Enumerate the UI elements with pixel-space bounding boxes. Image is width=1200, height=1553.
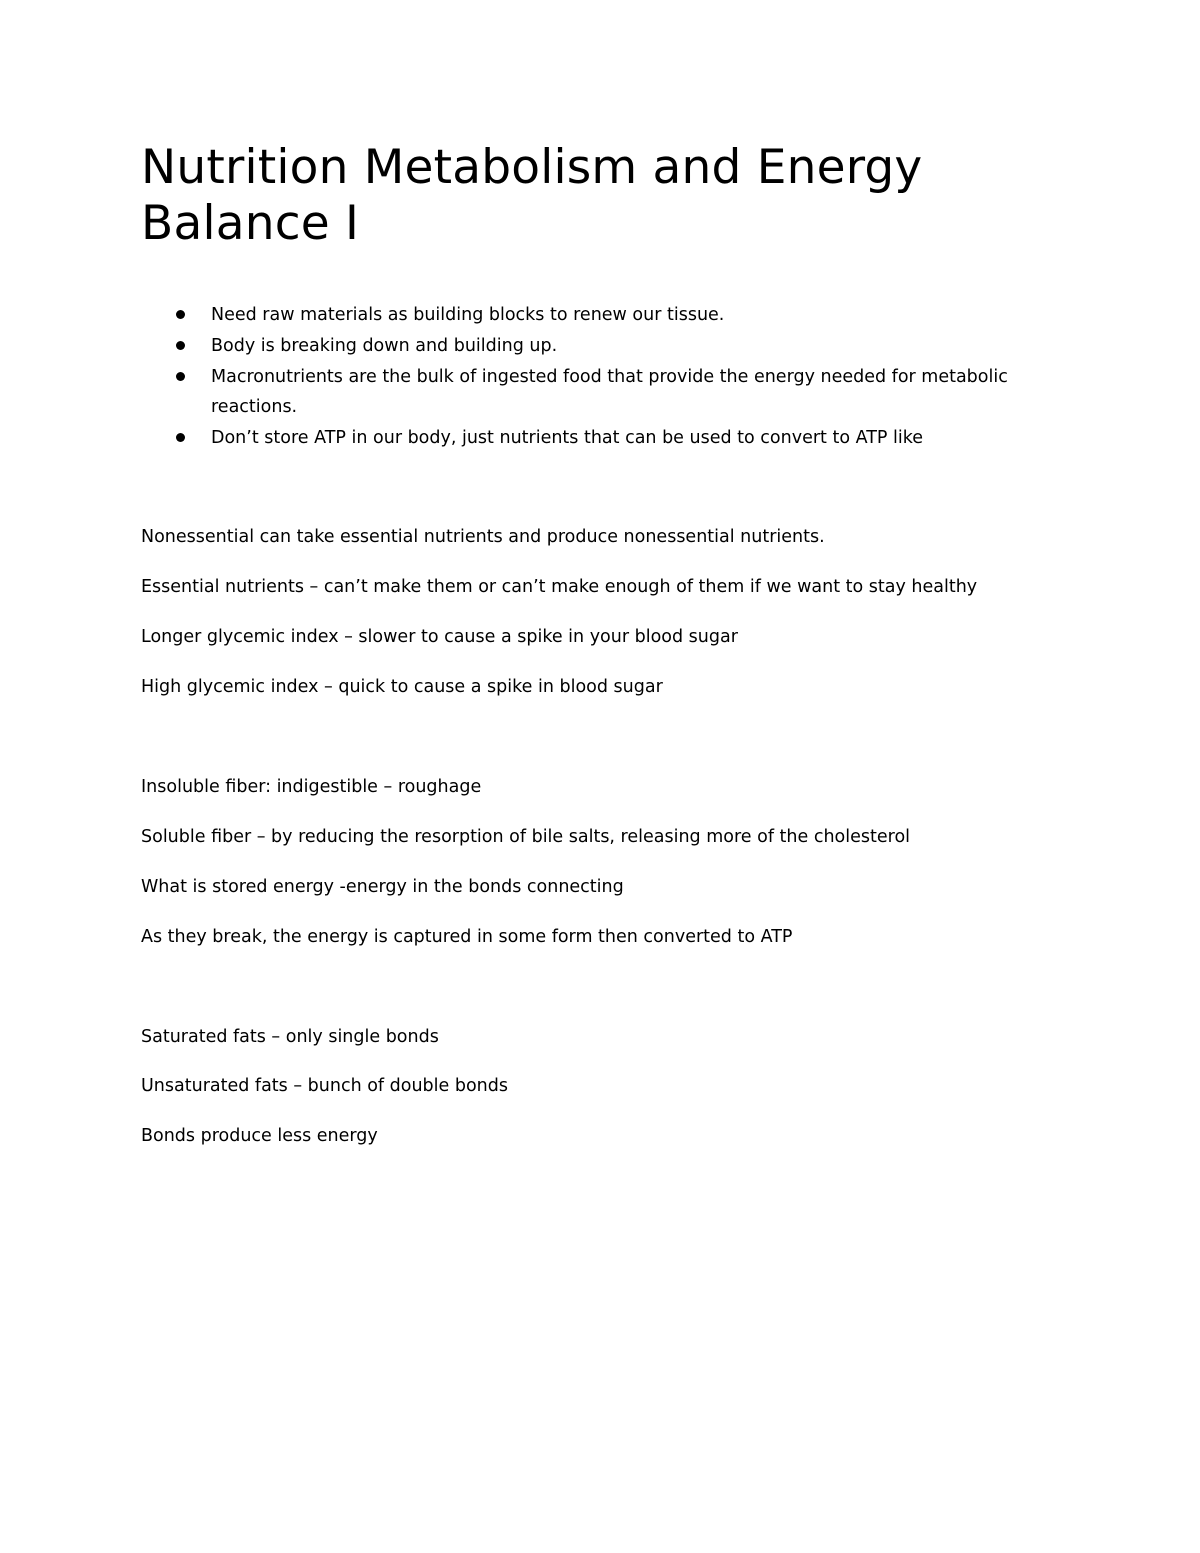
title-line-2: Balance I — [141, 196, 360, 251]
paragraph: Soluble fiber – by reducing the resorption of bile salts, releasing more of the cholesterol — [141, 827, 911, 847]
bullet-dot-icon — [176, 310, 185, 319]
bullet-text: Don’t store ATP in our body, just nutrients that can be used to convert to ATP like — [211, 428, 924, 448]
paragraph: As they break, the energy is captured in some form then converted to ATP — [141, 927, 793, 947]
bullet-item — [141, 331, 1021, 361]
paragraph: What is stored energy -energy in the bonds connecting — [141, 877, 624, 897]
title-line-1: Nutrition Metabolism and Energy — [141, 140, 923, 195]
paragraph: Longer glycemic index – slower to cause a spike in your blood sugar — [141, 627, 738, 647]
paragraph: Bonds produce less energy — [141, 1126, 378, 1146]
paragraph: Essential nutrients – can’t make them or can’t make enough of them if we want to stay healthy — [141, 577, 978, 597]
bullet-dot-icon — [176, 433, 185, 442]
bullet-dot-icon — [176, 341, 185, 350]
bullet-list — [141, 300, 1021, 454]
bullet-text: Body is breaking down and building up. — [211, 336, 558, 356]
document-title — [141, 140, 1041, 252]
paragraph: Nonessential can take essential nutrients and produce nonessential nutrients. — [141, 527, 825, 547]
paragraph: Unsaturated fats – bunch of double bonds — [141, 1076, 508, 1096]
paragraph: High glycemic index – quick to cause a spike in blood sugar — [141, 677, 663, 697]
paragraph: Insoluble fiber: indigestible – roughage — [141, 777, 482, 797]
bullet-text: Macronutrients are the bulk of ingested food that provide the energy needed for metabolic reactions. — [211, 367, 1008, 417]
bullet-item — [141, 423, 1021, 453]
bullet-item — [141, 362, 1021, 422]
bullet-text: Need raw materials as building blocks to renew our tissue. — [211, 305, 725, 325]
paragraph: Saturated fats – only single bonds — [141, 1027, 439, 1047]
bullet-dot-icon — [176, 372, 185, 381]
bullet-item — [141, 300, 1021, 330]
